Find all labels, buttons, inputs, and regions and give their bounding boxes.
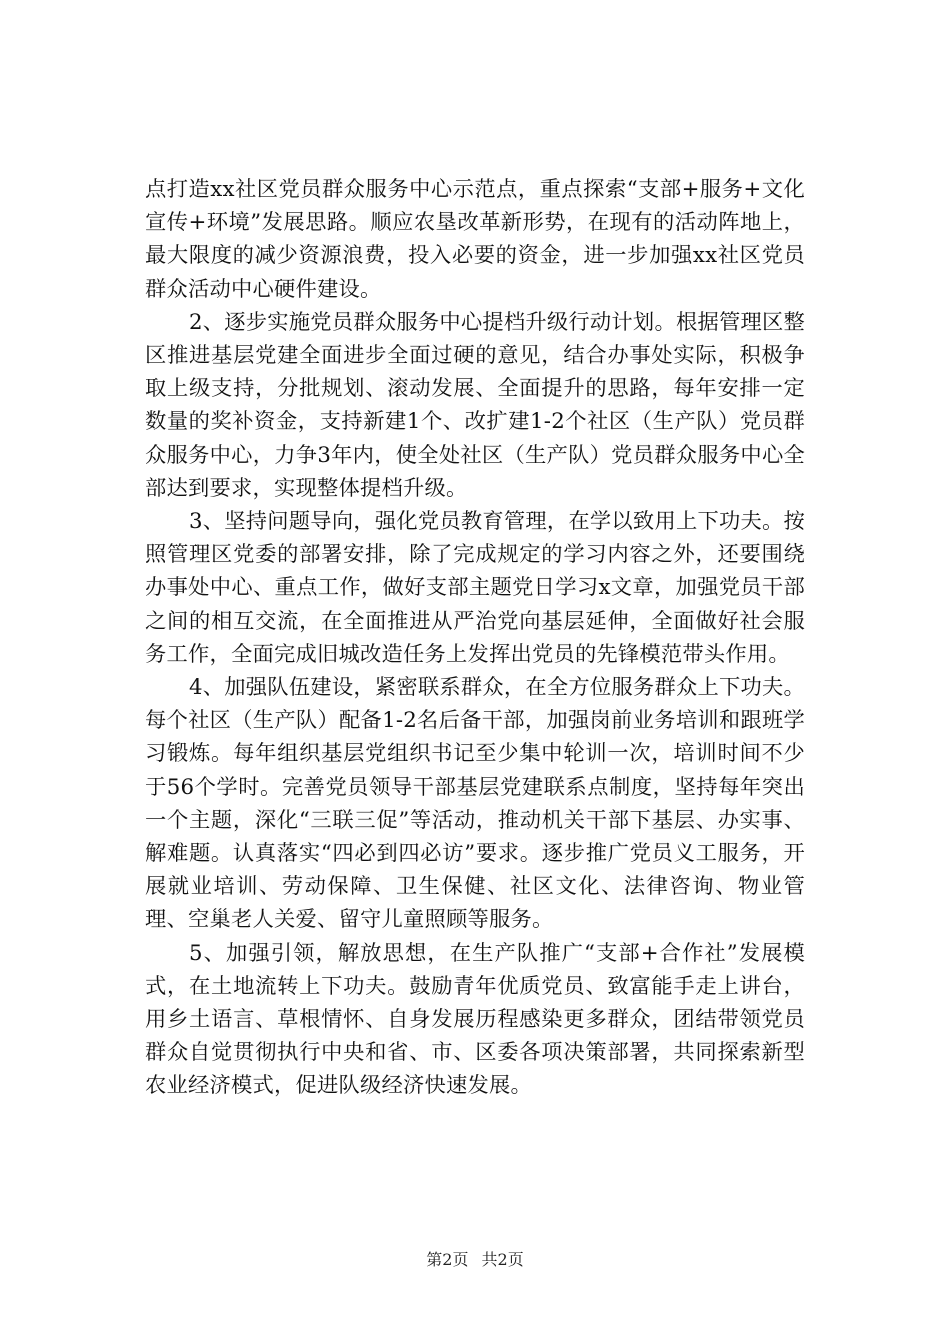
paragraph-item-3: 3、坚持问题导向，强化党员教育管理，在学以致用上下功夫。按照管理区党委的部署安排，除了完成规定的学习内容之外，还要围绕办事处中心、重点工作，做好支部主题党日学习x文章，加强党员干部之间的相互交流，在全面推进从严治党向基层延伸，全面做好社会服务工作，全面完成旧城改造任务上发挥出党员的先锋模范带头作用。 — [145, 509, 805, 667]
paragraph-item-2: 2、逐步实施党员群众服务中心提档升级行动计划。根据管理区整区推进基层党建全面进步全面过硬的意见，结合办事处实际，积极争取上级支持，分批规划、滚动发展、全面提升的思路，每年安排一定数量的奖补资金，支持新建1个、改扩建1-2个社区（生产队）党员群众服务中心，力争3年内，使全处社区（生产队）党员群众服务中心全部达到要求，实现整体提档升级。 — [145, 309, 805, 501]
paragraph-item-4: 4、加强队伍建设，紧密联系群众，在全方位服务群众上下功夫。每个社区（生产队）配备1-2名后备干部，加强岗前业务培训和跟班学习锻炼。每年组织基层党组织书记至少集中轮训一次，培训时间不少于56个学时。完善党员领导干部基层党建联系点制度，坚持每年突出一个主题，深化“三联三促”等活动，推动机关干部下基层、办实事、解难题。认真落实“四必到四必访”要求。逐步推广党员义工服务，开展就业培训、劳动保障、卫生保健、社区文化、法律咨询、物业管理、空巢老人关爱、留守儿童照顾等服务。 — [145, 675, 805, 933]
paragraph-continuation: 点打造xx社区党员群众服务中心示范点，重点探索“支部+服务+文化宣传+环境”发展思路。顺应农垦改革新形势，在现有的活动阵地上，最大限度的减少资源浪费，投入必要的资金，进一步加强xx社区党员群众活动中心硬件建设。 — [145, 177, 805, 302]
page-number-total: 共2页 — [481, 1250, 524, 1269]
page-number-current: 第2页 — [426, 1250, 469, 1269]
page-footer — [0, 1247, 950, 1270]
document-body — [145, 173, 805, 1103]
paragraph-item-5: 5、加强引领，解放思想，在生产队推广“支部+合作社”发展模式，在土地流转上下功夫。鼓励青年优质党员、致富能手走上讲台，用乡土语言、草根情怀、自身发展历程感染更多群众，团结带领党员群众自觉贯彻执行中央和省、市、区委各项决策部署，共同探索新型农业经济模式，促进队级经济快速发展。 — [145, 940, 805, 1099]
